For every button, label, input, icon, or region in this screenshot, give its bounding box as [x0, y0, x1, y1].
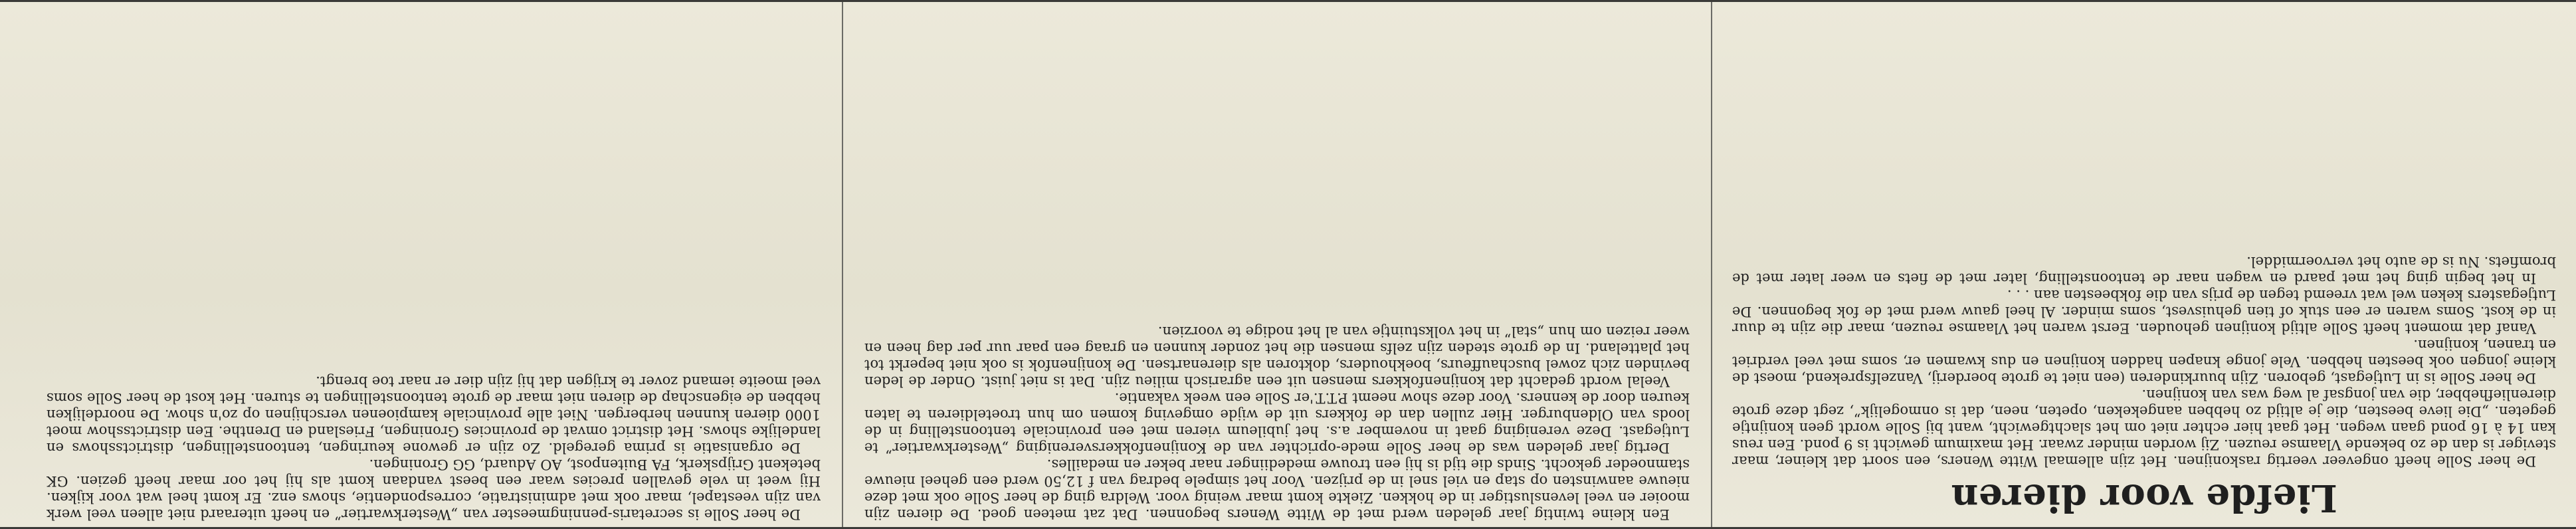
article-paragraph: De heer Solle is secretaris-penningmeester van „Westerkwartier” en heeft uiteraard niet alleen veel werk van zijn veestapel, maar ook met administratie, correspondentie, shows enz. Er komt heel wat voor kijken. Hij weet in vele gevallen precies waar een beest vandaan komt als hij het oor maar heeft gezien. GK betekent Grijpskerk, FA Buitenpost, AO Aduard, GG Groningen. — [47, 457, 821, 522]
article-column-3 — [0, 0, 837, 529]
article-paragraph: De heer Solle heeft ongeveer veertig raskonijnen. Het zijn allemaal Witte Weners, een soort dat kleiner, maar steviger is dan de zo bekende Vlaamse reuzen. Zij worden minder zwaar. Het maximum gewicht is 9 pond. Een reus kan 14 à 16 pond gaan wegen. Het gaat hier echter niet om het slachtgewicht, want bij Solle wordt geen konijntje gegeten. „Die lieve beesten, die je altijd zo hebben aangekeken, opeten, neen, dat is onmogelijk”, zegt deze grote dierenliefhebber, die van jongsaf al weg was van konijnen. — [1732, 387, 2556, 469]
article-paragraph: De heer Solle is in Lutjegast, geboren. Zijn buurkinderen (een niet te grote boerderij, Vanzelfsprekend, moest de kleine jongen ook beesten hebben. Vele jonge knapen hadden konijnen en dus kwamen er, soms met veel verdriet en tranen, konijnen. — [1732, 337, 2556, 386]
column-divider — [842, 0, 843, 529]
article-column-2 — [848, 0, 1706, 529]
article-paragraph: Veelal wordt gedacht dat konijnenfokkers mensen uit een agrarisch milieu zijn. Dat is niet juist. Onder de leden bevinden zich zowel buschauffeurs, boekhouders, doktoren als dierenartsen. De konijnenfok is ook niet beperkt tot het platteland. In de grote steden zijn zelfs mensen die het zonder kunnen en graag een paar uur per dag heen en weer reizen om hun „stal” in het volkstuintje van al het nodige te voorzien. — [864, 324, 1690, 389]
article-paragraph: Vanaf dat moment heeft Solle altijd konijnen gehouden. Eerst waren het Vlaamse reuzen, maar die zijn te duur in de kost. Soms waren er een stuk of tien gehuisvest, soms minder. Al heel gauw werd met de fok begonnen. De Lutjegasters keken wel wat vreemd tegen de prijs van die fokbeesten aan . . . — [1732, 287, 2556, 336]
article-paragraph: De organisatie is prima geregeld. Zo zijn er gewone keuringen, tentoonstellingen, districtsshows en landelijke shows. Het district omvat de provincies Groningen, Friesland en Drenthe. Een districtsshow moet 1000 dieren kunnen herbergen. Niet alle provinciale kampioenen verschijnen op zo'n show. De noordelijken hebben de eigenschap de dieren niet maar de grote tentoonstellingen te sturen. Het kost de heer Solle soms veel moeite iemand zover te krijgen dat hij zijn dier er naar toe brengt. — [47, 373, 821, 456]
column-divider — [1711, 0, 1712, 529]
article-paragraph: Een kleine twintig jaar geleden werd met de Witte Weners begonnen. Dat zat meteen goed. De dieren zijn mooier en veel levenslustiger in de hokken. Ziekte komt maar weinig voor. Weldra ging de heer Solle ook met deze nieuwe aanwinsten op stap en viel snel in de prijzen. Voor het simpele bedrag van f 12,50 werd een geheel nieuwe stamnoeder gekocht. Sinds die tijd is hij een trouwe medediinger naar beker en medailles. — [864, 457, 1690, 522]
article-title: Liefde voor dieren — [1951, 476, 2337, 520]
article-paragraph: Dertig jaar geleden was de heer Solle mede-oprichter van de Konijnenfokkersvereniging „Westerkwartier” te Lutjegast. Deze vereniging gaat in november a.s. het jubileum vieren met een provinciale tentoonstelling in de loods van Oldenburger. Hier zullen dan de fokkers uit de wijde omgeving komen om hun troeteldieren te laten keuren door de kenners. Voor deze show neemt P.T.T.'er Solle een week vakantie. — [864, 390, 1690, 456]
clipping-edge-top — [0, 0, 2576, 2]
article-paragraph: In het begin ging het met paard en wagen naar de tentoonstelling, later met de fiets en weer later met de bromfiets. Nu is de auto het vervoermiddel. — [1732, 254, 2556, 286]
article-column-1 — [1718, 0, 2576, 529]
